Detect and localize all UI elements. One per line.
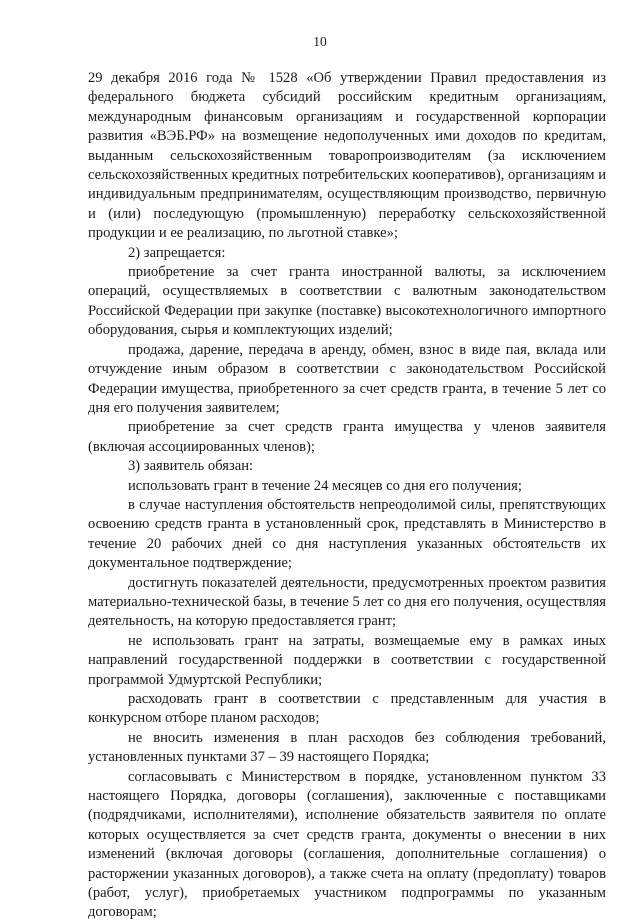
- paragraph-no-double-funding: не использовать грант на затраты, возмещаемые ему в рамках иных направлений государственной поддержки в соответствии с государственной программой Удмуртской Республики;: [88, 632, 606, 688]
- paragraph-decree-reference: 29 декабря 2016 года № 1528 «Об утверждении Правил предоставления из федерального бюджета субсидий российским кредитным организациям, международным финансовым организациям и государственной корпорации развития «ВЭБ.РФ» на возмещение недополученных ими доходов по кредитам, выданным сельскохозяйственным товаропроизводителям (за исключением сельскохозяйственных кредитных потребительских кооперативов), организациям и индивидуальным предпринимателям, осуществляющим производство, первичную и (или) последующую (промышленную) переработку сельскохозяйственной продукции и ее реализацию, по льготной ставке»;: [88, 70, 606, 242]
- paragraph-member-property: приобретение за счет средств гранта имущества у членов заявителя (включая ассоциированных членов);: [88, 419, 606, 455]
- paragraph-prohibited-heading: 2) запрещается:: [128, 244, 226, 261]
- page-number: 10: [313, 34, 327, 49]
- paragraph-use-grant-period: использовать грант в течение 24 месяцев со дня его получения;: [128, 477, 522, 494]
- paragraph-foreign-currency: приобретение за счет гранта иностранной валюты, за исключением операций, осуществляемых в соответствии с валютным законодательством Российской Федерации при закупке (поставке) высокотехнологичного импортного оборудования, сырья и комплектующих изделий;: [88, 264, 606, 339]
- paragraph-force-majeure: в случае наступления обстоятельств непреодолимой силы, препятствующих освоению средств гранта в установленный срок, представлять в Министерство в течение 20 рабочих дней со дня наступления указанных обстоятельств их документальное подтверждение;: [88, 496, 606, 572]
- paragraph-spend-per-plan: расходовать грант в соответствии с представленным для участия в конкурсном отборе планом расходов;: [88, 691, 606, 727]
- paragraph-contract-approval: согласовывать с Министерством в порядке, установленном пунктом 33 настоящего Порядка, договоры (соглашения), заключенные с поставщиками (подрядчиками, исполнителями), исполнение обязательств заявителя по оплате которых осуществляется за счет средств гранта, документы о внесении в них изменений (включая договоры (соглашения, дополнительные соглашения) о расторжении указанных договоров), а также счета на оплату (предоплату) товаров (работ, услуг), приобретаемых участником подпрограммы по указанным договорам;: [88, 768, 606, 921]
- document-body: [88, 69, 606, 923]
- paragraph-property-alienation: продажа, дарение, передача в аренду, обмен, взнос в виде пая, вклада или отчуждение иным образом в соответствии с законодательством Российской Федерации имущества, приобретенного за счет средств гранта, в течение 5 лет со дня его получения заявителем;: [88, 341, 606, 416]
- paragraph-achieve-indicators: достигнуть показателей деятельности, предусмотренных проектом развития материально-технической базы, в течение 5 лет со дня его получения, осуществляя деятельность, на которую предоставляется грант;: [88, 574, 606, 630]
- paragraph-plan-changes: не вносить изменения в план расходов без соблюдения требований, установленных пунктами 37 – 39 настоящего Порядка;: [88, 729, 606, 766]
- paragraph-obligations-heading: 3) заявитель обязан:: [128, 458, 254, 475]
